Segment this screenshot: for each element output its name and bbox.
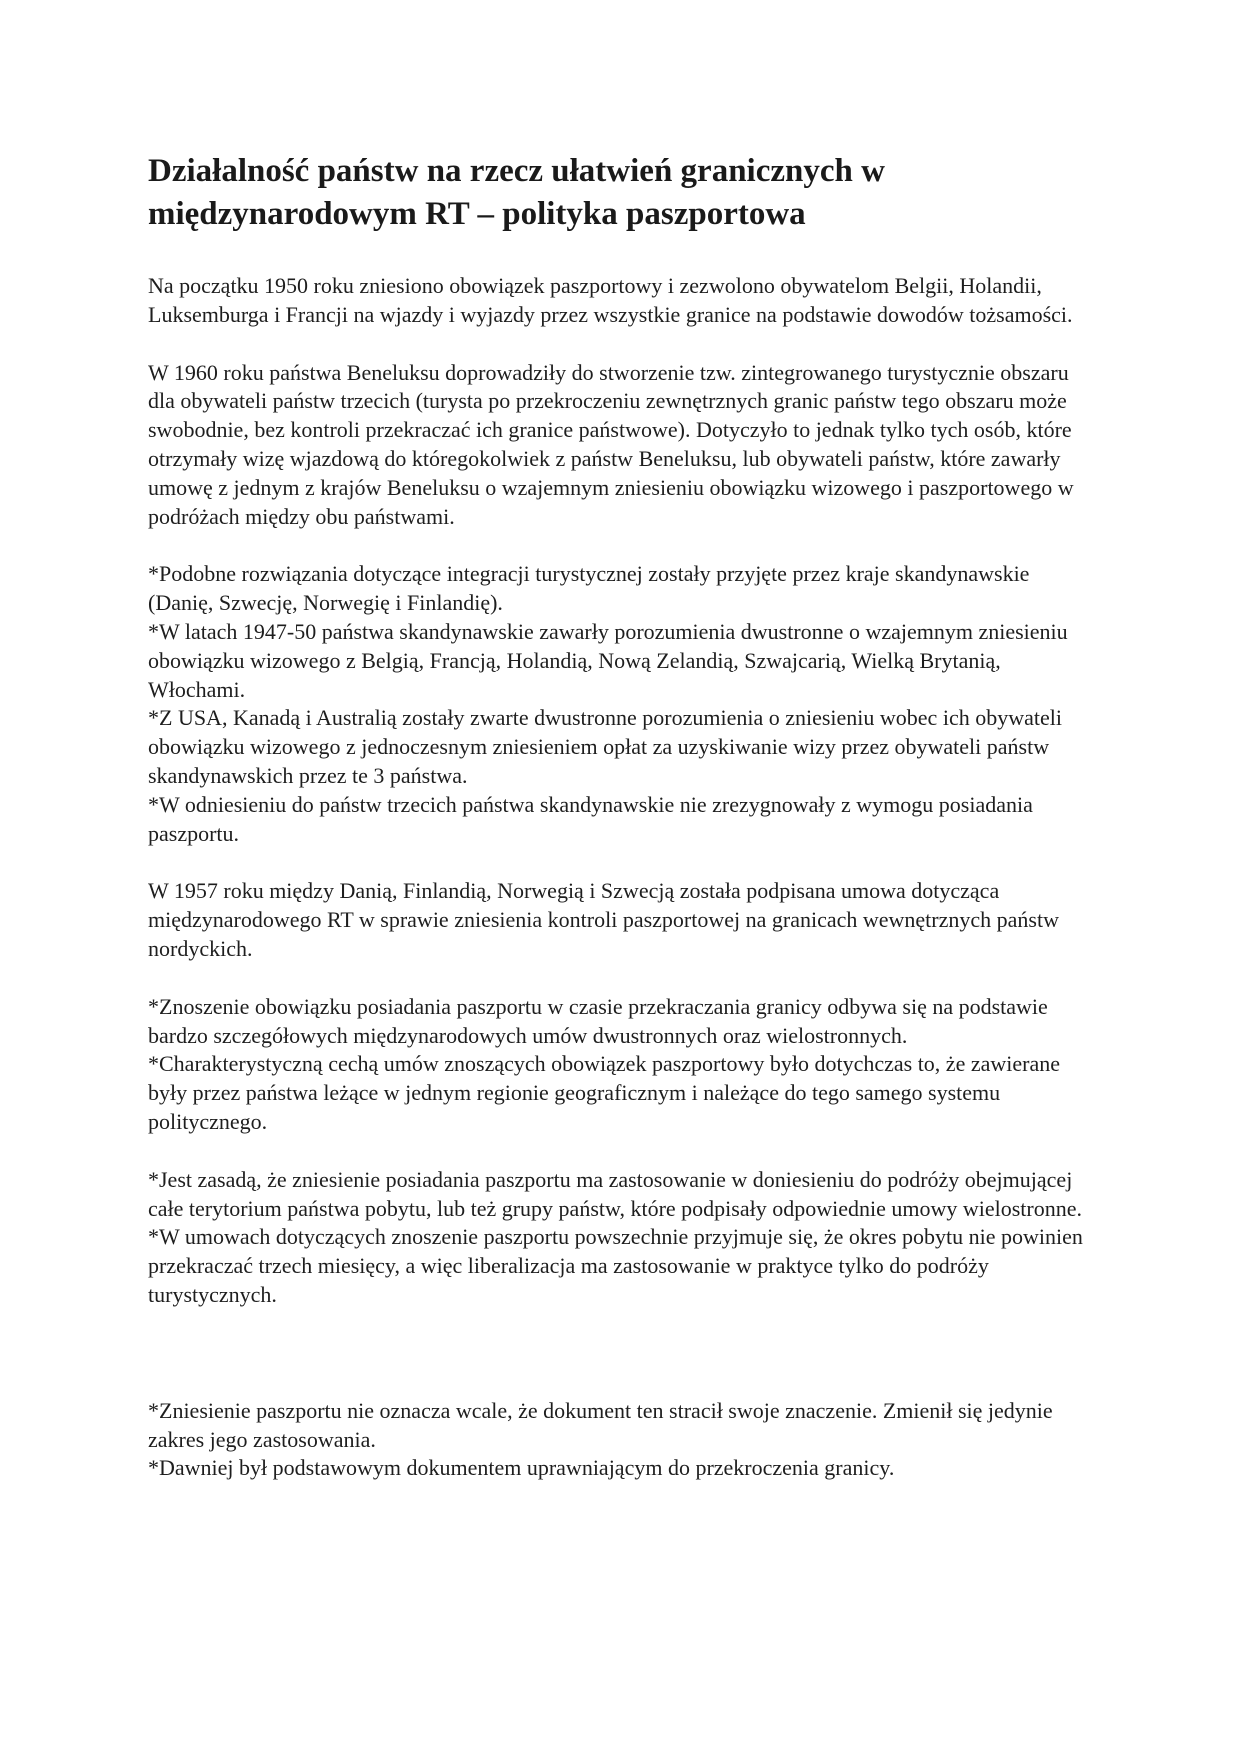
paragraph-1950-benelux: Na początku 1950 roku zniesiono obowiązek paszportowy i zezwolono obywatelom Belgii, Holandii, Luksemburga i Francji na wjazdy i wyjazdy przez wszystkie granice na podstawie dowodów tożsamości.: [148, 273, 1073, 327]
principles-bullets: [148, 1166, 1098, 1310]
agreements-bullets: [148, 993, 1098, 1137]
bullet-item: *W odniesieniu do państw trzecich państwa skandynawskie nie zrezygnowały z wymogu posiadania paszportu.: [148, 791, 1033, 846]
document-body: [148, 150, 1098, 1512]
bullet-item: *Podobne rozwiązania dotyczące integracji turystycznej zostały przyjęte przez kraje skandynawskie (Danię, Szwecję, Norwegię i Finlandię).: [148, 561, 1030, 616]
bullet-item: *Charakterystyczną cechą umów znoszących obowiązek paszportowy było dotychczas to, że zawierane były przez państwa leżące w jednym regionie geograficznym i należące do tego samego systemu politycznego.: [148, 1051, 1060, 1134]
passport-meaning-bullets: [148, 1397, 1098, 1483]
paragraph-1960-benelux: W 1960 roku państwa Beneluksu doprowadziły do stworzenie tzw. zintegrowanego turystycznie obszaru dla obywateli państw trzecich (turysta po przekroczeniu zewnętrznych granic państw tego obszaru może swobodnie, bez kontroli przekraczać ich granice państwowe). Dotyczyło to jednak tylko tych osób, które otrzymały wizę wjazdową do któregokolwiek z państw Beneluksu, lub obywateli państw, które zawarły umowę z jednym z krajów Beneluksu o wzajemnym zniesieniu obowiązku wizowego i paszportowego w podróżach między obu państwami.: [148, 359, 1074, 529]
scandinavian-bullets: [148, 560, 1098, 848]
bullet-item: *Jest zasadą, że zniesienie posiadania paszportu ma zastosowanie w doniesieniu do podróży obejmującej całe terytorium państwa pobytu, lub też grupy państw, które podpisały odpowiednie umowy wielostronne.: [148, 1166, 1082, 1221]
paragraph-1957-nordic: W 1957 roku między Danią, Finlandią, Norwegią i Szwecją została podpisana umowa dotycząca międzynarodowego RT w sprawie zniesienia kontroli paszportowej na granicach wewnętrznych państw nordyckich.: [148, 878, 1059, 961]
bullet-item: *W umowach dotyczących znoszenie paszportu powszechnie przyjmuje się, że okres pobytu nie powinien przekraczać trzech miesięcy, a więc liberalizacja ma zastosowanie w praktyce tylko do podróży turystycznych.: [148, 1224, 1083, 1307]
bullet-item: *Zniesienie paszportu nie oznacza wcale, że dokument ten stracił swoje znaczenie. Zmienił się jedynie zakres jego zastosowania.: [148, 1397, 1053, 1452]
bullet-item: *Dawniej był podstawowym dokumentem uprawniającym do przekroczenia granicy.: [148, 1455, 895, 1481]
bullet-item: *Z USA, Kanadą i Australią zostały zwarte dwustronne porozumienia o zniesieniu wobec ich obywateli obowiązku wizowego z jednoczesnym zniesieniem opłat za uzyskiwanie wizy przez obywateli państw skandynawskich przez te 3 państwa.: [148, 705, 1062, 788]
bullet-item: *W latach 1947-50 państwa skandynawskie zawarły porozumienia dwustronne o wzajemnym zniesieniu obowiązku wizowego z Belgią, Francją, Holandią, Nową Zelandią, Szwajcarią, Wielką Brytanią, Włochami.: [148, 618, 1068, 702]
document-title: Działalność państw na rzecz ułatwień granicznych w międzynarodowym RT – polityka paszportowa: [148, 153, 885, 232]
bullet-item: *Znoszenie obowiązku posiadania paszportu w czasie przekraczania granicy odbywa się na podstawie bardzo szczegółowych międzynarodowych umów dwustronnych oraz wielostronnych.: [148, 993, 1048, 1048]
